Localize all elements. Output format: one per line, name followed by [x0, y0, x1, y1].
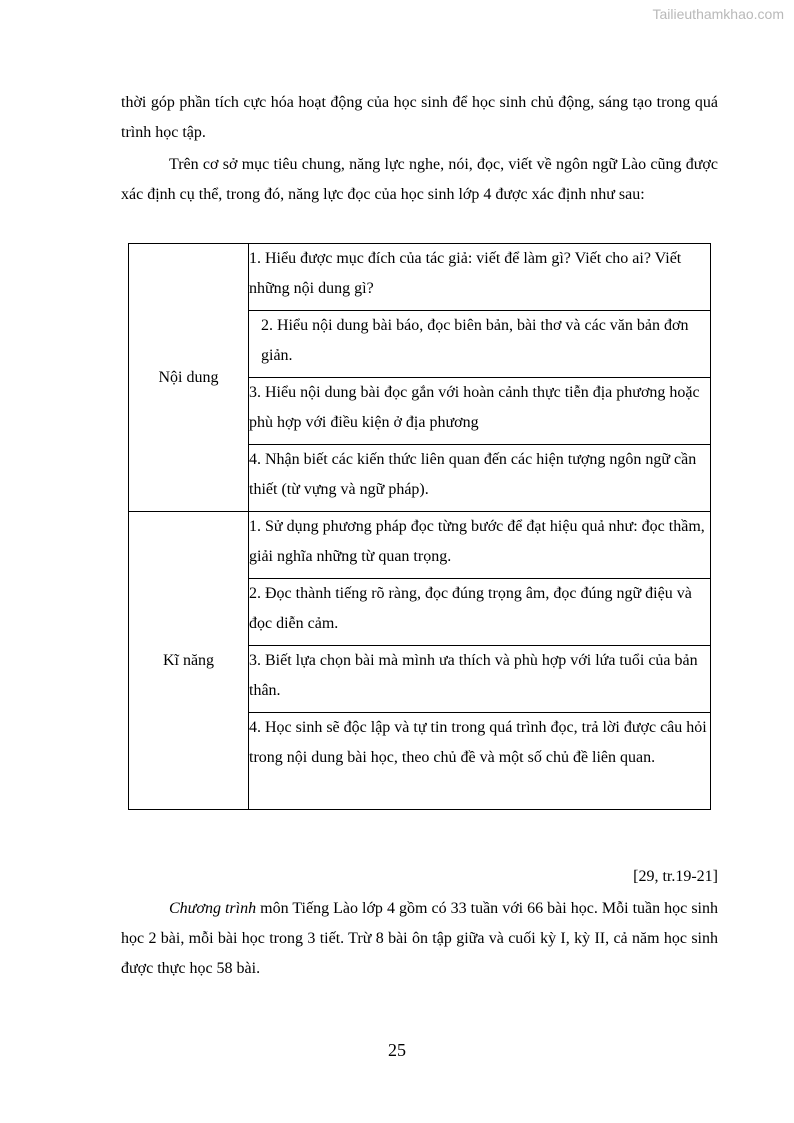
program-paragraph: [121, 894, 718, 984]
program-lead: Chương trình: [169, 900, 257, 917]
table-cell: 3. Hiểu nội dung bài đọc gắn với hoàn cảnh thực tiễn địa phương hoặc phù hợp với điều kiện ở địa phương: [249, 378, 711, 445]
table-cell: 1. Sử dụng phương pháp đọc từng bước để đạt hiệu quả như: đọc thầm, giải nghĩa những từ quan trọng.: [249, 512, 711, 579]
intro-paragraph: Trên cơ sở mục tiêu chung, năng lực nghe, nói, đọc, viết về ngôn ngữ Lào cũng được xác định cụ thể, trong đó, năng lực đọc của học sinh lớp 4 được xác định như sau:: [121, 156, 718, 203]
table-cell: 1. Hiểu được mục đích của tác giả: viết để làm gì? Viết cho ai? Viết những nội dung gì?: [249, 244, 711, 311]
table-cell: 4. Nhận biết các kiến thức liên quan đến các hiện tượng ngôn ngữ cần thiết (từ vựng và ngữ pháp).: [249, 445, 711, 512]
table-row: [129, 512, 711, 579]
reading-competency-table: [128, 243, 711, 810]
program-text: môn Tiếng Lào lớp 4 gồm có 33 tuần với 66 bài học. Mỗi tuần học sinh học 2 bài, mỗi bài học trong 3 tiết. Trừ 8 bài ôn tập giữa và cuối kỳ I, kỳ II, cả năm học sinh được thực học 58 bài.: [121, 900, 718, 977]
table-cell: 4. Học sinh sẽ độc lập và tự tin trong quá trình đọc, trả lời được câu hỏi trong nội dung bài học, theo chủ đề và một số chủ đề liên quan.: [249, 713, 711, 810]
watermark: Tailieuthamkhao.com: [652, 6, 784, 22]
table-cell: 3. Biết lựa chọn bài mà mình ưa thích và phù hợp với lứa tuổi của bản thân.: [249, 646, 711, 713]
citation: [29, tr.19-21]: [633, 868, 718, 885]
page-number: 25: [388, 1040, 406, 1060]
table-row: [129, 244, 711, 311]
table-cell: 2. Hiểu nội dung bài báo, đọc biên bản, bài thơ và các văn bản đơn giản.: [249, 311, 711, 378]
table-cell: 2. Đọc thành tiếng rõ ràng, đọc đúng trọng âm, đọc đúng ngữ điệu và đọc diễn cảm.: [249, 579, 711, 646]
group-label-content: Nội dung: [129, 244, 249, 512]
group-label-skills: Kĩ năng: [129, 512, 249, 810]
intro-continuation: thời góp phần tích cực hóa hoạt động của học sinh để học sinh chủ động, sáng tạo trong quá trình học tập.: [121, 94, 718, 141]
